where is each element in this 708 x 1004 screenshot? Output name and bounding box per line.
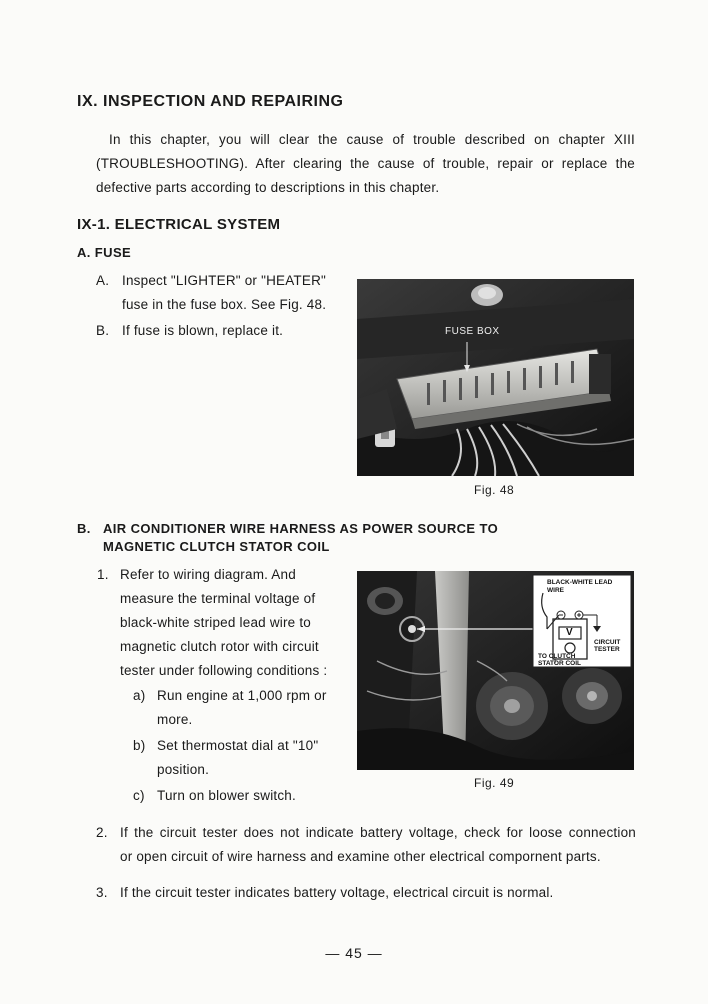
- harness-step-2: [96, 821, 636, 869]
- heading-line: AIR CONDITIONER WIRE HARNESS AS POWER SOURCE TO: [103, 521, 499, 536]
- harness-heading: [77, 520, 498, 556]
- intro-line: In this chapter, you will clear the cause of trouble described on chapter XIII: [109, 132, 635, 147]
- harness-step-1: [97, 563, 343, 683]
- condition-a: [133, 684, 348, 732]
- fuse-box-label: FUSE BOX: [445, 326, 500, 337]
- step-line: If fuse is blown, replace it.: [122, 323, 284, 338]
- intro-line: (TROUBLESHOOTING). After clearing the cause of trouble, repair or replace the: [96, 156, 635, 171]
- label-line: TESTER: [594, 646, 620, 653]
- condition-line: Set thermostat dial at "10": [157, 738, 319, 753]
- condition-c: [133, 784, 348, 808]
- label-line: CIRCUIT: [594, 639, 621, 646]
- label-line: WIRE: [547, 587, 564, 594]
- condition-marker: c): [133, 788, 145, 803]
- step-marker: 2.: [96, 825, 108, 840]
- voltmeter-letter: V: [566, 627, 573, 638]
- intro-line: defective parts according to descriptions in this chapter.: [96, 180, 440, 195]
- condition-line: position.: [157, 762, 210, 777]
- figure-49-caption: Fig. 49: [474, 776, 515, 790]
- clutch-coil-label: [538, 654, 581, 667]
- label-line: BLACK-WHITE LEAD: [547, 579, 613, 586]
- condition-marker: a): [133, 688, 146, 703]
- condition-b: [133, 734, 348, 782]
- heading-line: MAGNETIC CLUTCH STATOR COIL: [103, 539, 330, 554]
- step-line: If the circuit tester does not indicate battery voltage, check for loose connection: [120, 825, 636, 840]
- label-line: TO CLUTCH: [538, 653, 576, 660]
- condition-line: Run engine at 1,000 rpm or: [157, 688, 327, 703]
- condition-line: more.: [157, 712, 193, 727]
- figure-48-photo: [357, 279, 634, 476]
- lead-wire-label: [547, 579, 612, 595]
- condition-marker: b): [133, 738, 146, 753]
- step-line: or open circuit of wire harness and examine other electrical compornent parts.: [120, 849, 601, 864]
- step-line: Refer to wiring diagram. And: [120, 567, 296, 582]
- figure-49-photo: [357, 571, 634, 770]
- circuit-tester-label: [594, 639, 620, 653]
- step-line: Inspect "LIGHTER" or "HEATER": [122, 273, 327, 288]
- harness-step-3: [96, 881, 636, 905]
- page-number: — 45 —: [325, 945, 383, 961]
- chapter-title: IX. INSPECTION AND REPAIRING: [77, 93, 344, 110]
- condition-line: Turn on blower switch.: [157, 788, 296, 803]
- fuse-step-a: [96, 269, 346, 317]
- intro-paragraph: [96, 128, 635, 200]
- label-line: STATOR COIL: [538, 659, 581, 667]
- step-marker: 1.: [97, 567, 109, 582]
- step-marker: 3.: [96, 885, 108, 900]
- step-marker: A.: [96, 273, 110, 288]
- step-line: black-white striped lead wire to: [120, 615, 311, 630]
- step-line: tester under following conditions :: [120, 663, 328, 678]
- step-line: magnetic clutch rotor with circuit: [120, 639, 319, 654]
- heading-marker: B.: [77, 521, 91, 536]
- step-line: measure the terminal voltage of: [120, 591, 316, 606]
- step-line: fuse in the fuse box. See Fig. 48.: [122, 297, 327, 312]
- fuse-box-illustration: [357, 279, 634, 476]
- fuse-heading: A. FUSE: [77, 245, 132, 260]
- step-marker: B.: [96, 323, 110, 338]
- step-line: If the circuit tester indicates battery voltage, electrical circuit is normal.: [120, 885, 554, 900]
- section-title: IX-1. ELECTRICAL SYSTEM: [77, 216, 281, 233]
- figure-48-caption: Fig. 48: [474, 483, 515, 497]
- clutch-wiring-illustration: [357, 571, 634, 770]
- fuse-step-b: [96, 319, 346, 343]
